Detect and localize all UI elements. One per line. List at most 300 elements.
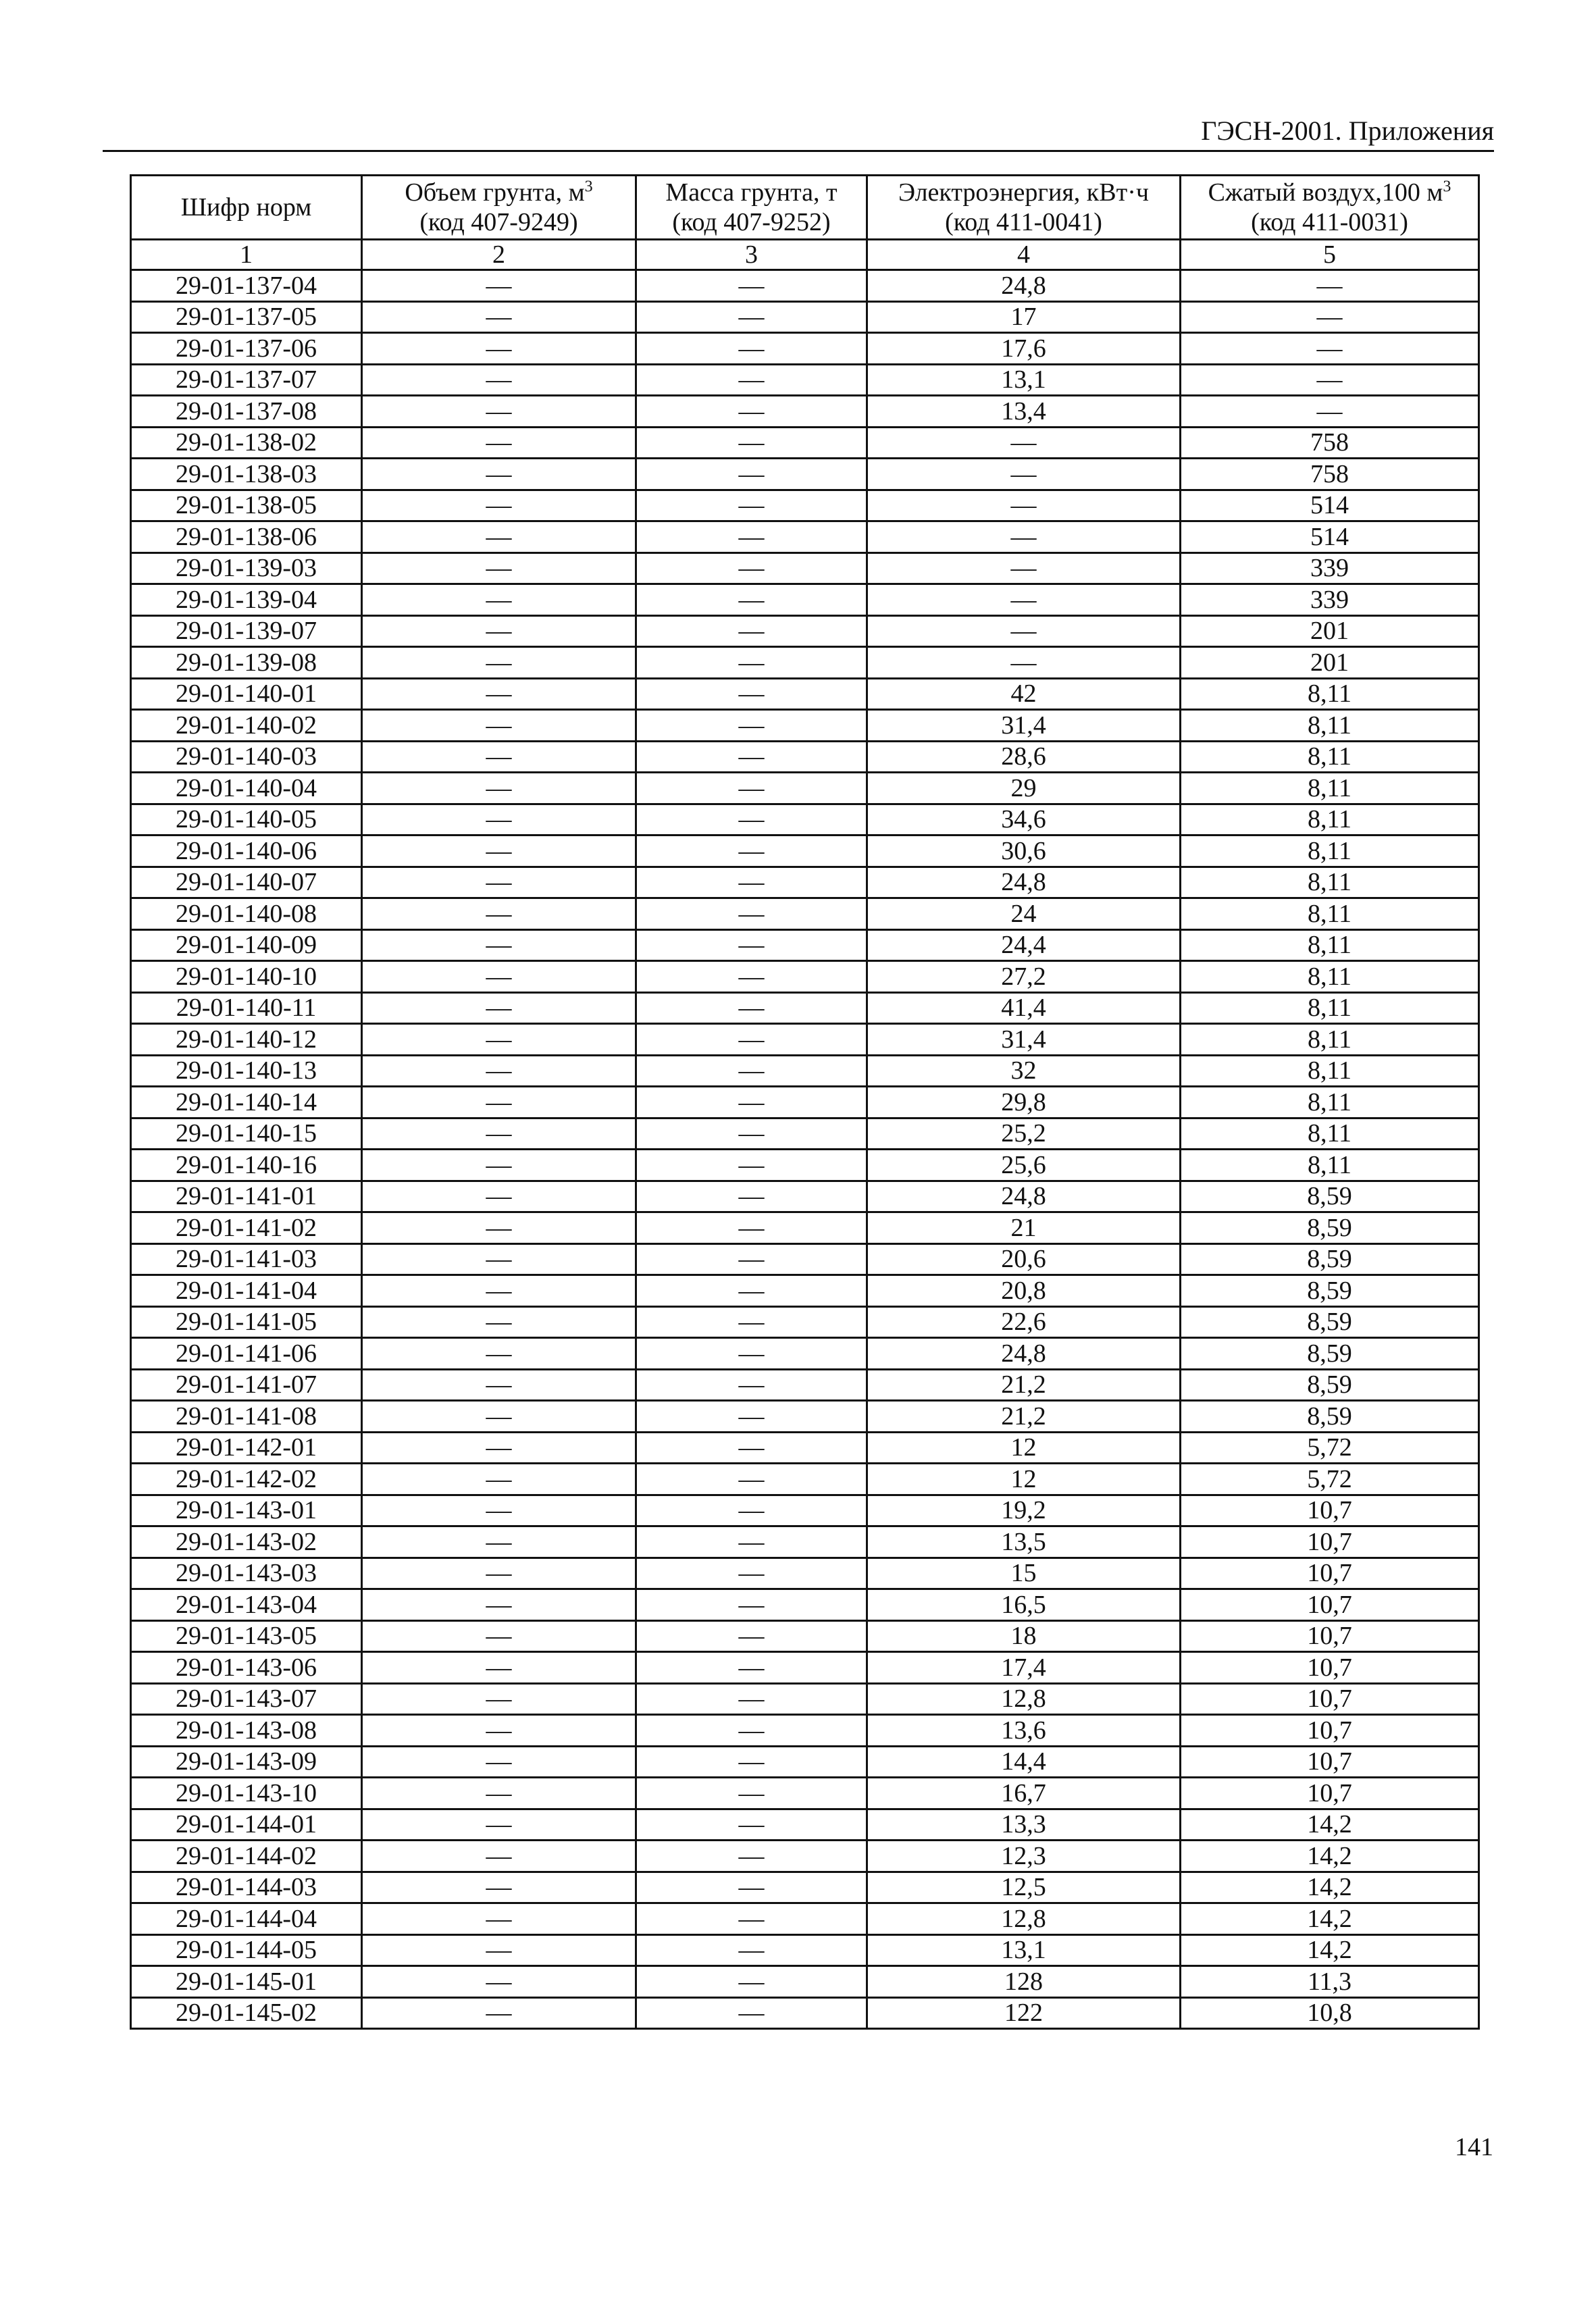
table-row [131, 804, 1479, 835]
table-row [131, 1401, 1479, 1433]
electricity-cell: 17 [867, 301, 1181, 333]
compressed-air-cell: 14,2 [1181, 1934, 1479, 1966]
soil-volume-cell: — [362, 710, 636, 742]
soil-volume-cell: — [362, 1809, 636, 1841]
table-row [131, 992, 1479, 1024]
soil-volume-cell: — [362, 552, 636, 584]
compressed-air-cell: 758 [1181, 427, 1479, 459]
compressed-air-cell: — [1181, 333, 1479, 365]
compressed-air-cell: 10,7 [1181, 1778, 1479, 1809]
soil-mass-cell: — [636, 804, 867, 835]
table-row [131, 1934, 1479, 1966]
soil-mass-cell: — [636, 1746, 867, 1778]
norm-code-cell: 29-01-140-05 [131, 804, 362, 835]
table-row [131, 1055, 1479, 1087]
soil-mass-cell: — [636, 1181, 867, 1212]
soil-mass-cell: — [636, 427, 867, 459]
soil-volume-cell: — [362, 992, 636, 1024]
soil-mass-cell: — [636, 1338, 867, 1370]
electricity-cell: 24,8 [867, 1181, 1181, 1212]
compressed-air-cell: 5,72 [1181, 1464, 1479, 1495]
table-row [131, 1338, 1479, 1370]
norm-code-cell: 29-01-138-06 [131, 521, 362, 553]
table-row [131, 1432, 1479, 1464]
compressed-air-cell: 8,59 [1181, 1306, 1479, 1338]
electricity-cell: 13,5 [867, 1526, 1181, 1558]
norm-code-cell: 29-01-143-04 [131, 1589, 362, 1621]
electricity-cell: 13,1 [867, 364, 1181, 396]
table-row [131, 364, 1479, 396]
column-number-row [131, 240, 1479, 270]
soil-mass-cell: — [636, 1934, 867, 1966]
compressed-air-cell: 10,7 [1181, 1746, 1479, 1778]
soil-volume-cell: — [362, 741, 636, 773]
soil-mass-cell: — [636, 1212, 867, 1244]
norms-table [130, 174, 1480, 2030]
electricity-cell: 13,4 [867, 396, 1181, 428]
norm-code-cell: 29-01-143-06 [131, 1652, 362, 1684]
page-header [103, 113, 1494, 152]
soil-mass-cell: — [636, 1401, 867, 1433]
norm-code-cell: 29-01-143-02 [131, 1526, 362, 1558]
electricity-cell: 25,6 [867, 1150, 1181, 1181]
norm-code-cell: 29-01-143-10 [131, 1778, 362, 1809]
norm-code-cell: 29-01-144-01 [131, 1809, 362, 1841]
header-title: ГЭСН-2001. Приложения [1201, 115, 1494, 146]
norm-code-cell: 29-01-140-13 [131, 1055, 362, 1087]
norm-code-cell: 29-01-145-01 [131, 1966, 362, 1998]
header-label: Шифр норм [180, 193, 312, 222]
compressed-air-cell: 8,11 [1181, 1150, 1479, 1181]
electricity-cell: 17,6 [867, 333, 1181, 365]
soil-volume-cell: — [362, 1997, 636, 2029]
electricity-cell: 28,6 [867, 741, 1181, 773]
soil-volume-cell: — [362, 773, 636, 804]
table-row [131, 552, 1479, 584]
compressed-air-cell: 10,7 [1181, 1715, 1479, 1747]
compressed-air-cell: 10,8 [1181, 1997, 1479, 2029]
norm-code-cell: 29-01-143-01 [131, 1495, 362, 1526]
table-row [131, 1809, 1479, 1841]
electricity-cell: 17,4 [867, 1652, 1181, 1684]
soil-volume-cell: — [362, 1966, 636, 1998]
norm-code-cell: 29-01-141-03 [131, 1243, 362, 1275]
soil-volume-cell: — [362, 1212, 636, 1244]
compressed-air-cell: 8,11 [1181, 867, 1479, 898]
compressed-air-cell: 8,59 [1181, 1243, 1479, 1275]
soil-volume-cell: — [362, 1275, 636, 1307]
compressed-air-cell: 201 [1181, 615, 1479, 647]
electricity-cell: 20,8 [867, 1275, 1181, 1307]
soil-volume-cell: — [362, 1243, 636, 1275]
compressed-air-cell: 14,2 [1181, 1809, 1479, 1841]
norm-code-cell: 29-01-140-04 [131, 773, 362, 804]
compressed-air-cell: 14,2 [1181, 1841, 1479, 1872]
compressed-air-cell: — [1181, 364, 1479, 396]
electricity-cell: 12,5 [867, 1872, 1181, 1903]
compressed-air-cell: 10,7 [1181, 1495, 1479, 1526]
electricity-cell: 14,4 [867, 1746, 1181, 1778]
soil-mass-cell: — [636, 961, 867, 993]
table-body [131, 270, 1479, 2029]
norm-code-cell: 29-01-139-07 [131, 615, 362, 647]
soil-volume-cell: — [362, 804, 636, 835]
soil-volume-cell: — [362, 1055, 636, 1087]
header-soil-mass-column [636, 176, 867, 240]
electricity-cell: 16,5 [867, 1589, 1181, 1621]
soil-volume-cell: — [362, 647, 636, 679]
soil-volume-cell: — [362, 1872, 636, 1903]
soil-mass-cell: — [636, 459, 867, 490]
electricity-cell: 122 [867, 1997, 1181, 2029]
soil-volume-cell: — [362, 1620, 636, 1652]
column-number: 2 [362, 240, 636, 270]
header-electricity-column [867, 176, 1181, 240]
soil-volume-cell: — [362, 521, 636, 553]
norm-code-cell: 29-01-138-03 [131, 459, 362, 490]
table-row [131, 1872, 1479, 1903]
compressed-air-cell: 8,59 [1181, 1369, 1479, 1401]
soil-mass-cell: — [636, 1872, 867, 1903]
header-label: Электроэнергия, кВт·ч [898, 178, 1149, 207]
soil-mass-cell: — [636, 741, 867, 773]
electricity-cell: — [867, 490, 1181, 521]
electricity-cell: 21,2 [867, 1401, 1181, 1433]
norm-code-cell: 29-01-141-01 [131, 1181, 362, 1212]
table-row [131, 678, 1479, 710]
table-row [131, 1558, 1479, 1589]
table-row [131, 396, 1479, 428]
soil-volume-cell: — [362, 1118, 636, 1150]
electricity-cell: 20,6 [867, 1243, 1181, 1275]
compressed-air-cell: 8,11 [1181, 835, 1479, 867]
header-code: (код 411-0041) [945, 208, 1102, 236]
soil-mass-cell: — [636, 333, 867, 365]
soil-volume-cell: — [362, 1558, 636, 1589]
column-number: 3 [636, 240, 867, 270]
table-row [131, 1620, 1479, 1652]
compressed-air-cell: 14,2 [1181, 1903, 1479, 1935]
compressed-air-cell: 8,59 [1181, 1401, 1479, 1433]
norm-code-cell: 29-01-140-03 [131, 741, 362, 773]
soil-volume-cell: — [362, 1652, 636, 1684]
soil-volume-cell: — [362, 1464, 636, 1495]
soil-mass-cell: — [636, 396, 867, 428]
header-row [131, 176, 1479, 240]
table-row [131, 1652, 1479, 1684]
compressed-air-cell: 8,59 [1181, 1338, 1479, 1370]
soil-mass-cell: — [636, 1683, 867, 1715]
electricity-cell: 13,3 [867, 1809, 1181, 1841]
soil-volume-cell: — [362, 1338, 636, 1370]
soil-volume-cell: — [362, 333, 636, 365]
norm-code-cell: 29-01-137-04 [131, 270, 362, 302]
soil-volume-cell: — [362, 1024, 636, 1056]
superscript: 3 [1443, 178, 1451, 196]
table-row [131, 1369, 1479, 1401]
soil-mass-cell: — [636, 1778, 867, 1809]
compressed-air-cell: 5,72 [1181, 1432, 1479, 1464]
table-row [131, 1243, 1479, 1275]
electricity-cell: 21 [867, 1212, 1181, 1244]
soil-mass-cell: — [636, 1715, 867, 1747]
soil-mass-cell: — [636, 615, 867, 647]
electricity-cell: 31,4 [867, 710, 1181, 742]
soil-mass-cell: — [636, 1966, 867, 1998]
compressed-air-cell: 8,11 [1181, 929, 1479, 961]
soil-mass-cell: — [636, 1809, 867, 1841]
norm-code-cell: 29-01-143-03 [131, 1558, 362, 1589]
compressed-air-cell: 514 [1181, 490, 1479, 521]
column-number: 1 [131, 240, 362, 270]
electricity-cell: — [867, 427, 1181, 459]
soil-mass-cell: — [636, 1275, 867, 1307]
electricity-cell: 19,2 [867, 1495, 1181, 1526]
table-row [131, 1275, 1479, 1307]
norm-code-cell: 29-01-140-08 [131, 898, 362, 930]
electricity-cell: 34,6 [867, 804, 1181, 835]
electricity-cell: 29 [867, 773, 1181, 804]
compressed-air-cell: 10,7 [1181, 1526, 1479, 1558]
table-row [131, 584, 1479, 616]
soil-mass-cell: — [636, 1620, 867, 1652]
superscript: 3 [584, 178, 593, 196]
electricity-cell: 25,2 [867, 1118, 1181, 1150]
compressed-air-cell: 8,11 [1181, 678, 1479, 710]
table-row [131, 1903, 1479, 1935]
table-row [131, 1024, 1479, 1056]
norm-code-cell: 29-01-137-05 [131, 301, 362, 333]
table-row [131, 1464, 1479, 1495]
table-row [131, 615, 1479, 647]
soil-mass-cell: — [636, 929, 867, 961]
compressed-air-cell: 8,11 [1181, 804, 1479, 835]
electricity-cell: 24,4 [867, 929, 1181, 961]
soil-volume-cell: — [362, 1432, 636, 1464]
soil-mass-cell: — [636, 584, 867, 616]
soil-volume-cell: — [362, 961, 636, 993]
electricity-cell: 15 [867, 1558, 1181, 1589]
soil-mass-cell: — [636, 1243, 867, 1275]
soil-volume-cell: — [362, 835, 636, 867]
soil-mass-cell: — [636, 1841, 867, 1872]
soil-volume-cell: — [362, 584, 636, 616]
soil-mass-cell: — [636, 1558, 867, 1589]
soil-volume-cell: — [362, 396, 636, 428]
header-soil-volume-column [362, 176, 636, 240]
compressed-air-cell: 8,11 [1181, 710, 1479, 742]
electricity-cell: 32 [867, 1055, 1181, 1087]
soil-volume-cell: — [362, 1401, 636, 1433]
compressed-air-cell: 8,11 [1181, 898, 1479, 930]
soil-volume-cell: — [362, 1495, 636, 1526]
compressed-air-cell: 8,59 [1181, 1212, 1479, 1244]
column-number: 5 [1181, 240, 1479, 270]
compressed-air-cell: 8,11 [1181, 1118, 1479, 1150]
soil-mass-cell: — [636, 1652, 867, 1684]
norm-code-cell: 29-01-138-02 [131, 427, 362, 459]
soil-volume-cell: — [362, 427, 636, 459]
norm-code-cell: 29-01-138-05 [131, 490, 362, 521]
norm-code-cell: 29-01-144-02 [131, 1841, 362, 1872]
table-row [131, 835, 1479, 867]
norm-code-cell: 29-01-139-04 [131, 584, 362, 616]
soil-volume-cell: — [362, 364, 636, 396]
norm-code-cell: 29-01-140-15 [131, 1118, 362, 1150]
electricity-cell: 12,8 [867, 1903, 1181, 1935]
table-row [131, 270, 1479, 302]
soil-mass-cell: — [636, 1055, 867, 1087]
norm-code-cell: 29-01-140-06 [131, 835, 362, 867]
electricity-cell: 13,6 [867, 1715, 1181, 1747]
soil-volume-cell: — [362, 1903, 636, 1935]
electricity-cell: — [867, 459, 1181, 490]
compressed-air-cell: 8,11 [1181, 961, 1479, 993]
norm-code-cell: 29-01-143-08 [131, 1715, 362, 1747]
soil-mass-cell: — [636, 1495, 867, 1526]
table-row [131, 1746, 1479, 1778]
norm-code-cell: 29-01-143-09 [131, 1746, 362, 1778]
electricity-cell: 41,4 [867, 992, 1181, 1024]
norm-code-cell: 29-01-142-02 [131, 1464, 362, 1495]
soil-mass-cell: — [636, 1903, 867, 1935]
soil-volume-cell: — [362, 867, 636, 898]
table-row [131, 773, 1479, 804]
soil-mass-cell: — [636, 552, 867, 584]
electricity-cell: 12 [867, 1432, 1181, 1464]
header-code: (код 407-9252) [672, 208, 831, 236]
soil-mass-cell: — [636, 835, 867, 867]
header-compressed-air-column [1181, 176, 1479, 240]
header-code: (код 411-0031) [1251, 208, 1408, 236]
header-label: Сжатый воздух,100 $м^3$ [1208, 178, 1451, 207]
soil-mass-cell: — [636, 270, 867, 302]
table-row [131, 961, 1479, 993]
compressed-air-cell: 8,11 [1181, 741, 1479, 773]
compressed-air-cell: 10,7 [1181, 1558, 1479, 1589]
soil-mass-cell: — [636, 1150, 867, 1181]
norm-code-cell: 29-01-137-08 [131, 396, 362, 428]
table-row [131, 1526, 1479, 1558]
table-row [131, 1306, 1479, 1338]
table-row [131, 333, 1479, 365]
compressed-air-cell: 8,11 [1181, 773, 1479, 804]
soil-volume-cell: — [362, 898, 636, 930]
soil-mass-cell: — [636, 521, 867, 553]
norm-code-cell: 29-01-137-06 [131, 333, 362, 365]
compressed-air-cell: 514 [1181, 521, 1479, 553]
compressed-air-cell: 8,59 [1181, 1181, 1479, 1212]
table-row [131, 867, 1479, 898]
compressed-air-cell: 10,7 [1181, 1683, 1479, 1715]
norm-code-cell: 29-01-137-07 [131, 364, 362, 396]
soil-mass-cell: — [636, 647, 867, 679]
soil-mass-cell: — [636, 1024, 867, 1056]
electricity-cell: 21,2 [867, 1369, 1181, 1401]
norm-code-cell: 29-01-140-09 [131, 929, 362, 961]
table-row [131, 929, 1479, 961]
soil-mass-cell: — [636, 773, 867, 804]
norm-code-cell: 29-01-140-11 [131, 992, 362, 1024]
electricity-cell: 22,6 [867, 1306, 1181, 1338]
norm-code-cell: 29-01-140-10 [131, 961, 362, 993]
soil-volume-cell: — [362, 1934, 636, 1966]
norm-code-cell: 29-01-141-07 [131, 1369, 362, 1401]
electricity-cell: 24,8 [867, 1338, 1181, 1370]
compressed-air-cell: 8,11 [1181, 1087, 1479, 1119]
electricity-cell: 16,7 [867, 1778, 1181, 1809]
table-row [131, 710, 1479, 742]
norm-code-cell: 29-01-140-12 [131, 1024, 362, 1056]
soil-volume-cell: — [362, 1526, 636, 1558]
norm-code-cell: 29-01-141-08 [131, 1401, 362, 1433]
electricity-cell: 13,1 [867, 1934, 1181, 1966]
compressed-air-cell: 8,11 [1181, 1055, 1479, 1087]
compressed-air-cell: 14,2 [1181, 1872, 1479, 1903]
norm-code-cell: 29-01-142-01 [131, 1432, 362, 1464]
soil-volume-cell: — [362, 459, 636, 490]
compressed-air-cell: — [1181, 301, 1479, 333]
soil-mass-cell: — [636, 1464, 867, 1495]
norm-code-cell: 29-01-144-04 [131, 1903, 362, 1935]
norm-code-cell: 29-01-139-08 [131, 647, 362, 679]
norm-code-cell: 29-01-144-03 [131, 1872, 362, 1903]
electricity-cell: 31,4 [867, 1024, 1181, 1056]
soil-volume-cell: — [362, 490, 636, 521]
compressed-air-cell: — [1181, 396, 1479, 428]
compressed-air-cell: 8,11 [1181, 992, 1479, 1024]
header-label: Объем грунта, $м^3$ [405, 178, 593, 207]
table-row [131, 1495, 1479, 1526]
electricity-cell: 18 [867, 1620, 1181, 1652]
norm-code-cell: 29-01-143-07 [131, 1683, 362, 1715]
table-row [131, 1841, 1479, 1872]
soil-volume-cell: — [362, 1150, 636, 1181]
soil-mass-cell: — [636, 898, 867, 930]
electricity-cell: 12,3 [867, 1841, 1181, 1872]
compressed-air-cell: — [1181, 270, 1479, 302]
table-row [131, 647, 1479, 679]
header-code: (код 407-9249) [419, 208, 578, 236]
soil-mass-cell: — [636, 1118, 867, 1150]
norm-code-cell: 29-01-140-01 [131, 678, 362, 710]
electricity-cell: — [867, 615, 1181, 647]
table-row [131, 521, 1479, 553]
table-row [131, 301, 1479, 333]
norm-code-cell: 29-01-139-03 [131, 552, 362, 584]
soil-mass-cell: — [636, 992, 867, 1024]
table-row [131, 898, 1479, 930]
table-row [131, 1997, 1479, 2029]
norm-code-cell: 29-01-140-02 [131, 710, 362, 742]
table-row [131, 1087, 1479, 1119]
soil-mass-cell: — [636, 678, 867, 710]
table-row [131, 1150, 1479, 1181]
soil-volume-cell: — [362, 1589, 636, 1621]
soil-volume-cell: — [362, 1306, 636, 1338]
norm-code-cell: 29-01-144-05 [131, 1934, 362, 1966]
norm-code-cell: 29-01-141-05 [131, 1306, 362, 1338]
soil-mass-cell: — [636, 710, 867, 742]
norm-code-cell: 29-01-140-07 [131, 867, 362, 898]
soil-volume-cell: — [362, 678, 636, 710]
table-row [131, 1715, 1479, 1747]
table-row [131, 1683, 1479, 1715]
soil-mass-cell: — [636, 490, 867, 521]
compressed-air-cell: 8,11 [1181, 1024, 1479, 1056]
table-row [131, 1181, 1479, 1212]
table-header [131, 176, 1479, 270]
